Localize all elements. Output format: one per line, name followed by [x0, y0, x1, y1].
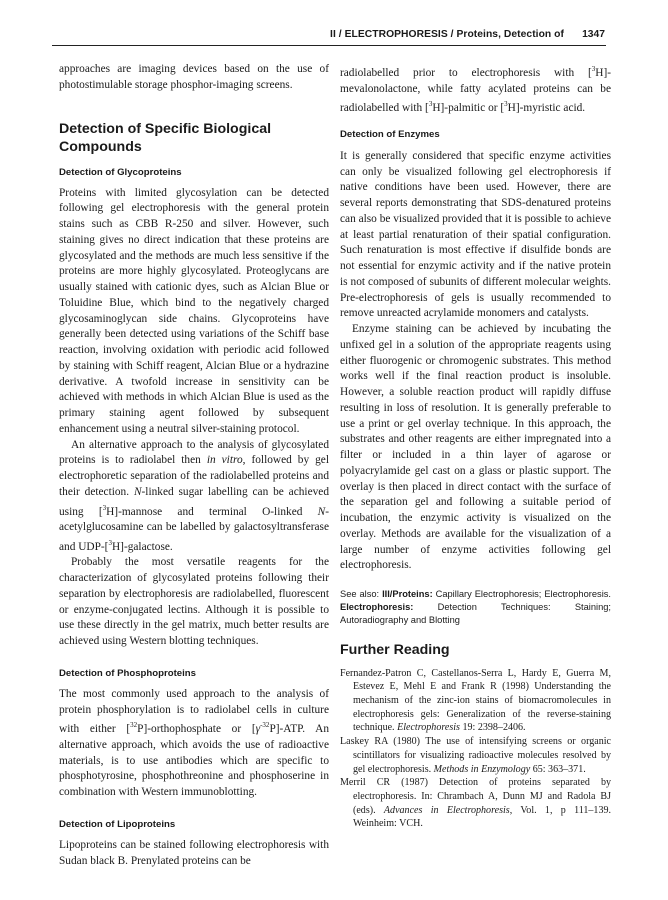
- see-also-link-electrophoresis[interactable]: Electrophoresis:: [340, 602, 414, 613]
- reference-item: Merril CR (1987) Detection of proteins separated by electrophoresis. In: Chrambach A, Dunn MJ and Radola BJ (eds). Advances in Electrophoresis, Vol. 1, p 111–139. Weinheim: VCH.: [340, 777, 612, 830]
- phosphoproteins-heading: Detection of Phosphoproteins: [59, 667, 196, 679]
- reference-list: [340, 667, 611, 831]
- see-also-link-proteins[interactable]: III/Proteins:: [382, 589, 433, 600]
- intro-paragraph: approaches are imaging devices based on the use of photostimulable storage phosphor-imaging screens.: [59, 63, 329, 91]
- left-column: [59, 62, 329, 869]
- enzymes-paragraph-1: It is generally considered that specific enzyme activities can only be visualized following gel electrophoresis if native conditions have been used. However, there are several reports demonstrating that SDS-denatured proteins can also be visualized provided that it is possible to achieve at least partial renaturation of their spatial configuration. Such renaturation is most effective if disulfide bonds are not essential for enzymic activity and if the native protein is not composed of subunits of different molecular weights. Pre-electrophoresis of gels is usually recommended to remove unreacted acrylamide monomers and catalysts.: [340, 149, 611, 320]
- running-header: [0, 0, 668, 46]
- further-reading-heading: Further Reading: [340, 641, 450, 658]
- lipoproteins-continued: radiolabelled prior to electrophoresis with [$^3$H]-mevalonolactone, while fatty acylated proteins can be radiolabelled with [$^3$H]-palmitic or [$^3$H]-myristic acid.: [340, 65, 611, 115]
- page-number: 1347: [582, 29, 605, 40]
- right-column: [340, 62, 611, 831]
- reference-item: Laskey RA (1980) The use of intensifying screens or organic scintillators for visualizing radioactive molecules resolved by gel electrophoresis. Methods in Enzymology 65: 363–371.: [340, 736, 611, 775]
- section-heading: Detection of Specific Biological Compounds: [59, 120, 272, 155]
- header-rule: [52, 45, 606, 46]
- lipoproteins-heading: Detection of Lipoproteins: [59, 818, 176, 830]
- glycoproteins-paragraph-3: Probably the most versatile reagents for the characterization of glycosylated proteins following their separation by electrophoresis are radiolabelled, fluorescent or enzyme-conjugated lectins. Although it is possible to use these directly in the gel matrix, much better results are achieved using Western blotting techniques.: [59, 556, 329, 648]
- phosphoproteins-paragraph: The most commonly used approach to the analysis of protein phosphorylation is to radiolabel cells in culture with either [$^{32}$P]-orthophosphate or $[\gamma^{-32}P]$-ATP. An alternative approach, which avoids the use of radioactive materials, is to use antibodies which are specific to phosphotyrosine, phosphothreonine and phosphoserine in combination with Western immunoblotting.: [59, 687, 329, 799]
- enzymes-paragraph-2: Enzyme staining can be achieved by incubating the unfixed gel in a solution of the appropriate reagents using either fluorogenic or chromogenic substrates. This method works well if the final reaction product is insoluble. However, a soluble reaction product will rapidly diffuse resulting in loss of resolution. It is generally preferable to use a print or gel overlay technique. In this approach, the substrates and other reagents are either impregnated into a filter or included in a thin layer of agarose or polyacrylamide gel cast on a glass or plastic support. The overlay is then placed in direct contact with the surface of the separation gel and following a suitable period of incubation, the enzymic activity is visualized on the overlay. Methods are available for the visualization of a large number of enzyme activities following gel electrophoresis.: [340, 323, 611, 572]
- glycoproteins-paragraph-2: An alternative approach to the analysis of glycosylated proteins is to radiolabel then in vitro, followed by gel electrophoretic separation of the radiolabelled proteins and their detection. N-linked sugar labelling can be achieved using [$^3$H]-mannose and terminal O-linked N-acetylglucosamine can be labelled by galactosyltransferase and UDP-[$^3$H]-galactose.: [59, 438, 329, 553]
- running-title: II / ELECTROPHORESIS / Proteins, Detection of: [330, 29, 564, 40]
- see-also: See also: III/Proteins: Capillary Electrophoresis; Electrophoresis. Electrophoresis: Detection Techniques: Staining; Autoradiography and Blotting: [340, 589, 611, 626]
- enzymes-heading: Detection of Enzymes: [340, 128, 440, 140]
- reference-item: Fernandez-Patron C, Castellanos-Serra L, Hardy E, Guerra M, Estevez E, Mehl E and Frank R (1998) Understanding the mechanism of the zinc-ion stains of biomacromolecules in electrophoresis gels: Generalization of the reverse-staining technique. Electrophoresis 19: 2398–2406.: [340, 667, 611, 734]
- lipoproteins-paragraph: Lipoproteins can be stained following electrophoresis with Sudan black B. Prenylated proteins can be: [59, 838, 329, 867]
- glycoproteins-paragraph-1: Proteins with limited glycosylation can be detected following gel electrophoresis with the general protein stains such as CBB R-250 and silver. However, such staining gives no direct indication that these proteins are glycosylated and the methods are much less sensitive if the proteins are more highly glycosylated. Proteoglycans are usually stained with cationic dyes, such as Alcian Blue or Toluidine Blue, which bind to the negatively charged glycosaminoglycan side chains. Glycoproteins have generally been detected using variations of the Schiff base reaction, involving oxidation with periodic acid followed by staining with Schiff reagent, Alcian Blue or a hydrazine derivative. A twofold increase in sensitivity can be achieved with methods in which Alcian Blue is used as the primary staining agent followed by subsequent enhancement using a neutral silver-staining protocol.: [59, 186, 329, 435]
- glycoproteins-heading: Detection of Glycoproteins: [59, 166, 182, 178]
